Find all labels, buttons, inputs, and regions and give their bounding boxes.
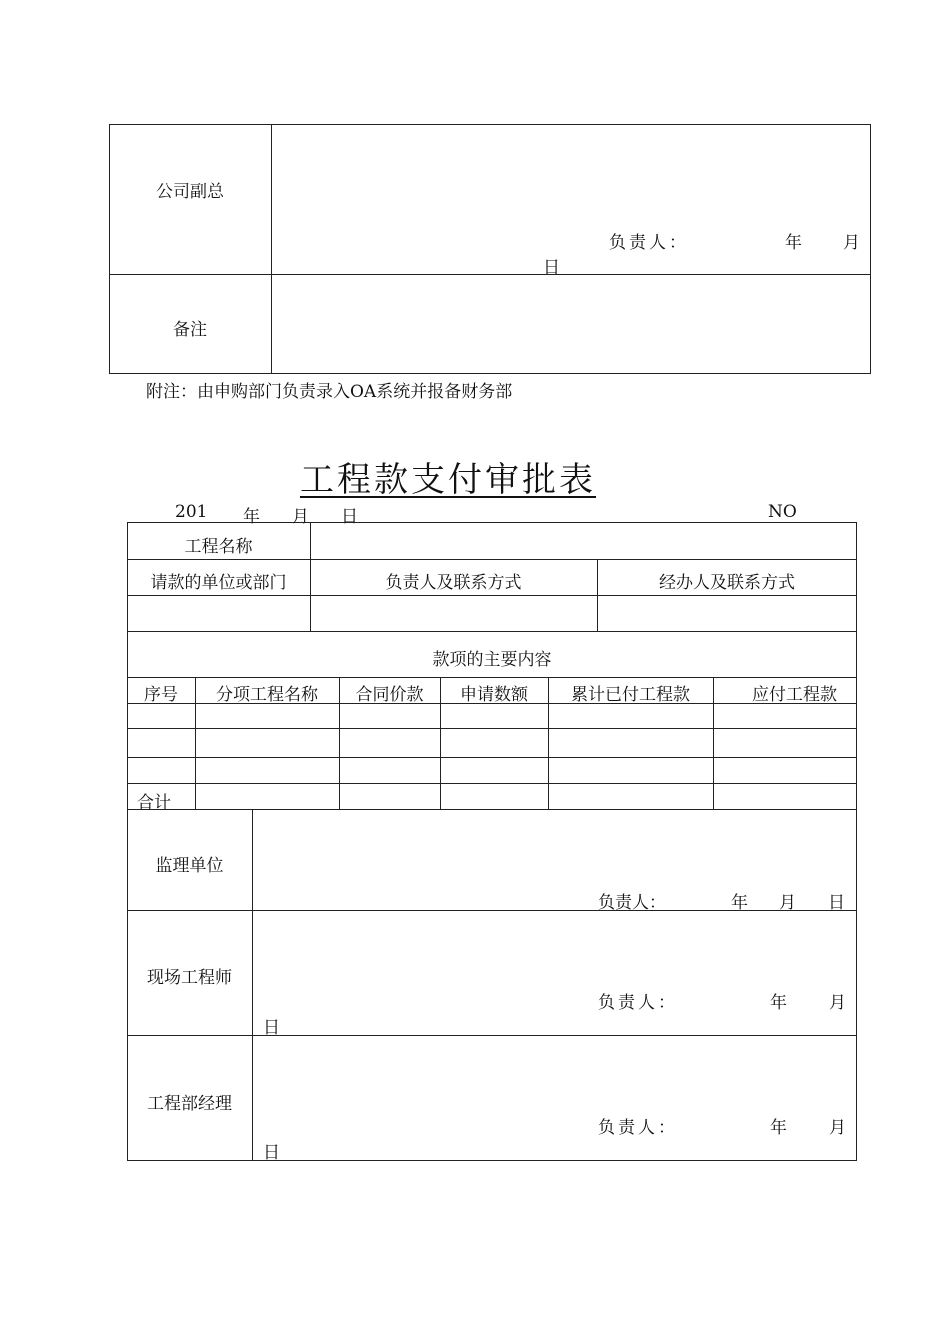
date-prefix: 201 [175,502,208,522]
upper-table-divider [271,124,272,374]
col-requested-amount-header: 申请数额 [460,685,528,705]
vice-gm-year-label: 年 [785,233,802,253]
date-month-label: 月 [292,507,309,527]
supervision-day-label: 日 [828,893,845,913]
site-engineer-day-label: 日 [263,1018,280,1038]
project-name-label: 工程名称 [184,537,253,557]
site-engineer-month-label: 月 [829,993,846,1013]
upper-table-row-line [109,274,871,275]
total-label: 合计 [137,793,171,813]
col-contract-price-header: 合同价款 [355,685,424,705]
col-sub-project-header: 分项工程名称 [216,685,318,705]
engineering-manager-label: 工程部经理 [147,1094,232,1114]
col-serial-header: 序号 [144,685,178,705]
vice-gm-day-label: 日 [543,258,560,278]
handler-contact-header: 经办人及联系方式 [659,573,795,593]
site-engineer-signer-label: 负责人： [598,993,678,1013]
requesting-department-header: 请款的单位或部门 [150,573,287,593]
supervision-unit-label: 监理单位 [155,856,224,876]
engineering-manager-month-label: 月 [829,1118,846,1138]
vice-gm-signer-label: 负责人： [609,233,689,253]
engineering-manager-year-label: 年 [770,1118,787,1138]
main-content-label: 款项的主要内容 [432,650,552,670]
col-payable-header: 应付工程款 [752,685,837,705]
supervision-signer-label: 负责人： [598,893,666,913]
col-paid-total-header: 累计已付工程款 [571,685,690,705]
vice-gm-month-label: 月 [843,233,860,253]
supervision-month-label: 月 [779,893,796,913]
form-title: 工程款支付审批表 [300,460,596,500]
date-day-label: 日 [341,507,358,527]
supervision-year-label: 年 [731,893,748,913]
site-engineer-label: 现场工程师 [147,968,232,988]
responsible-contact-header: 负责人及联系方式 [385,573,522,593]
table-border [127,522,857,1161]
date-year-label: 年 [243,507,260,527]
form-number-label: NO [768,502,797,522]
site-engineer-year-label: 年 [770,993,787,1013]
engineering-manager-signer-label: 负责人： [598,1118,678,1138]
footnote: 附注：由申购部门负责录入OA系统并报备财务部 [146,382,513,402]
vice-general-manager-label: 公司副总 [156,182,224,202]
remarks-label: 备注 [173,320,207,340]
engineering-manager-day-label: 日 [263,1143,280,1163]
